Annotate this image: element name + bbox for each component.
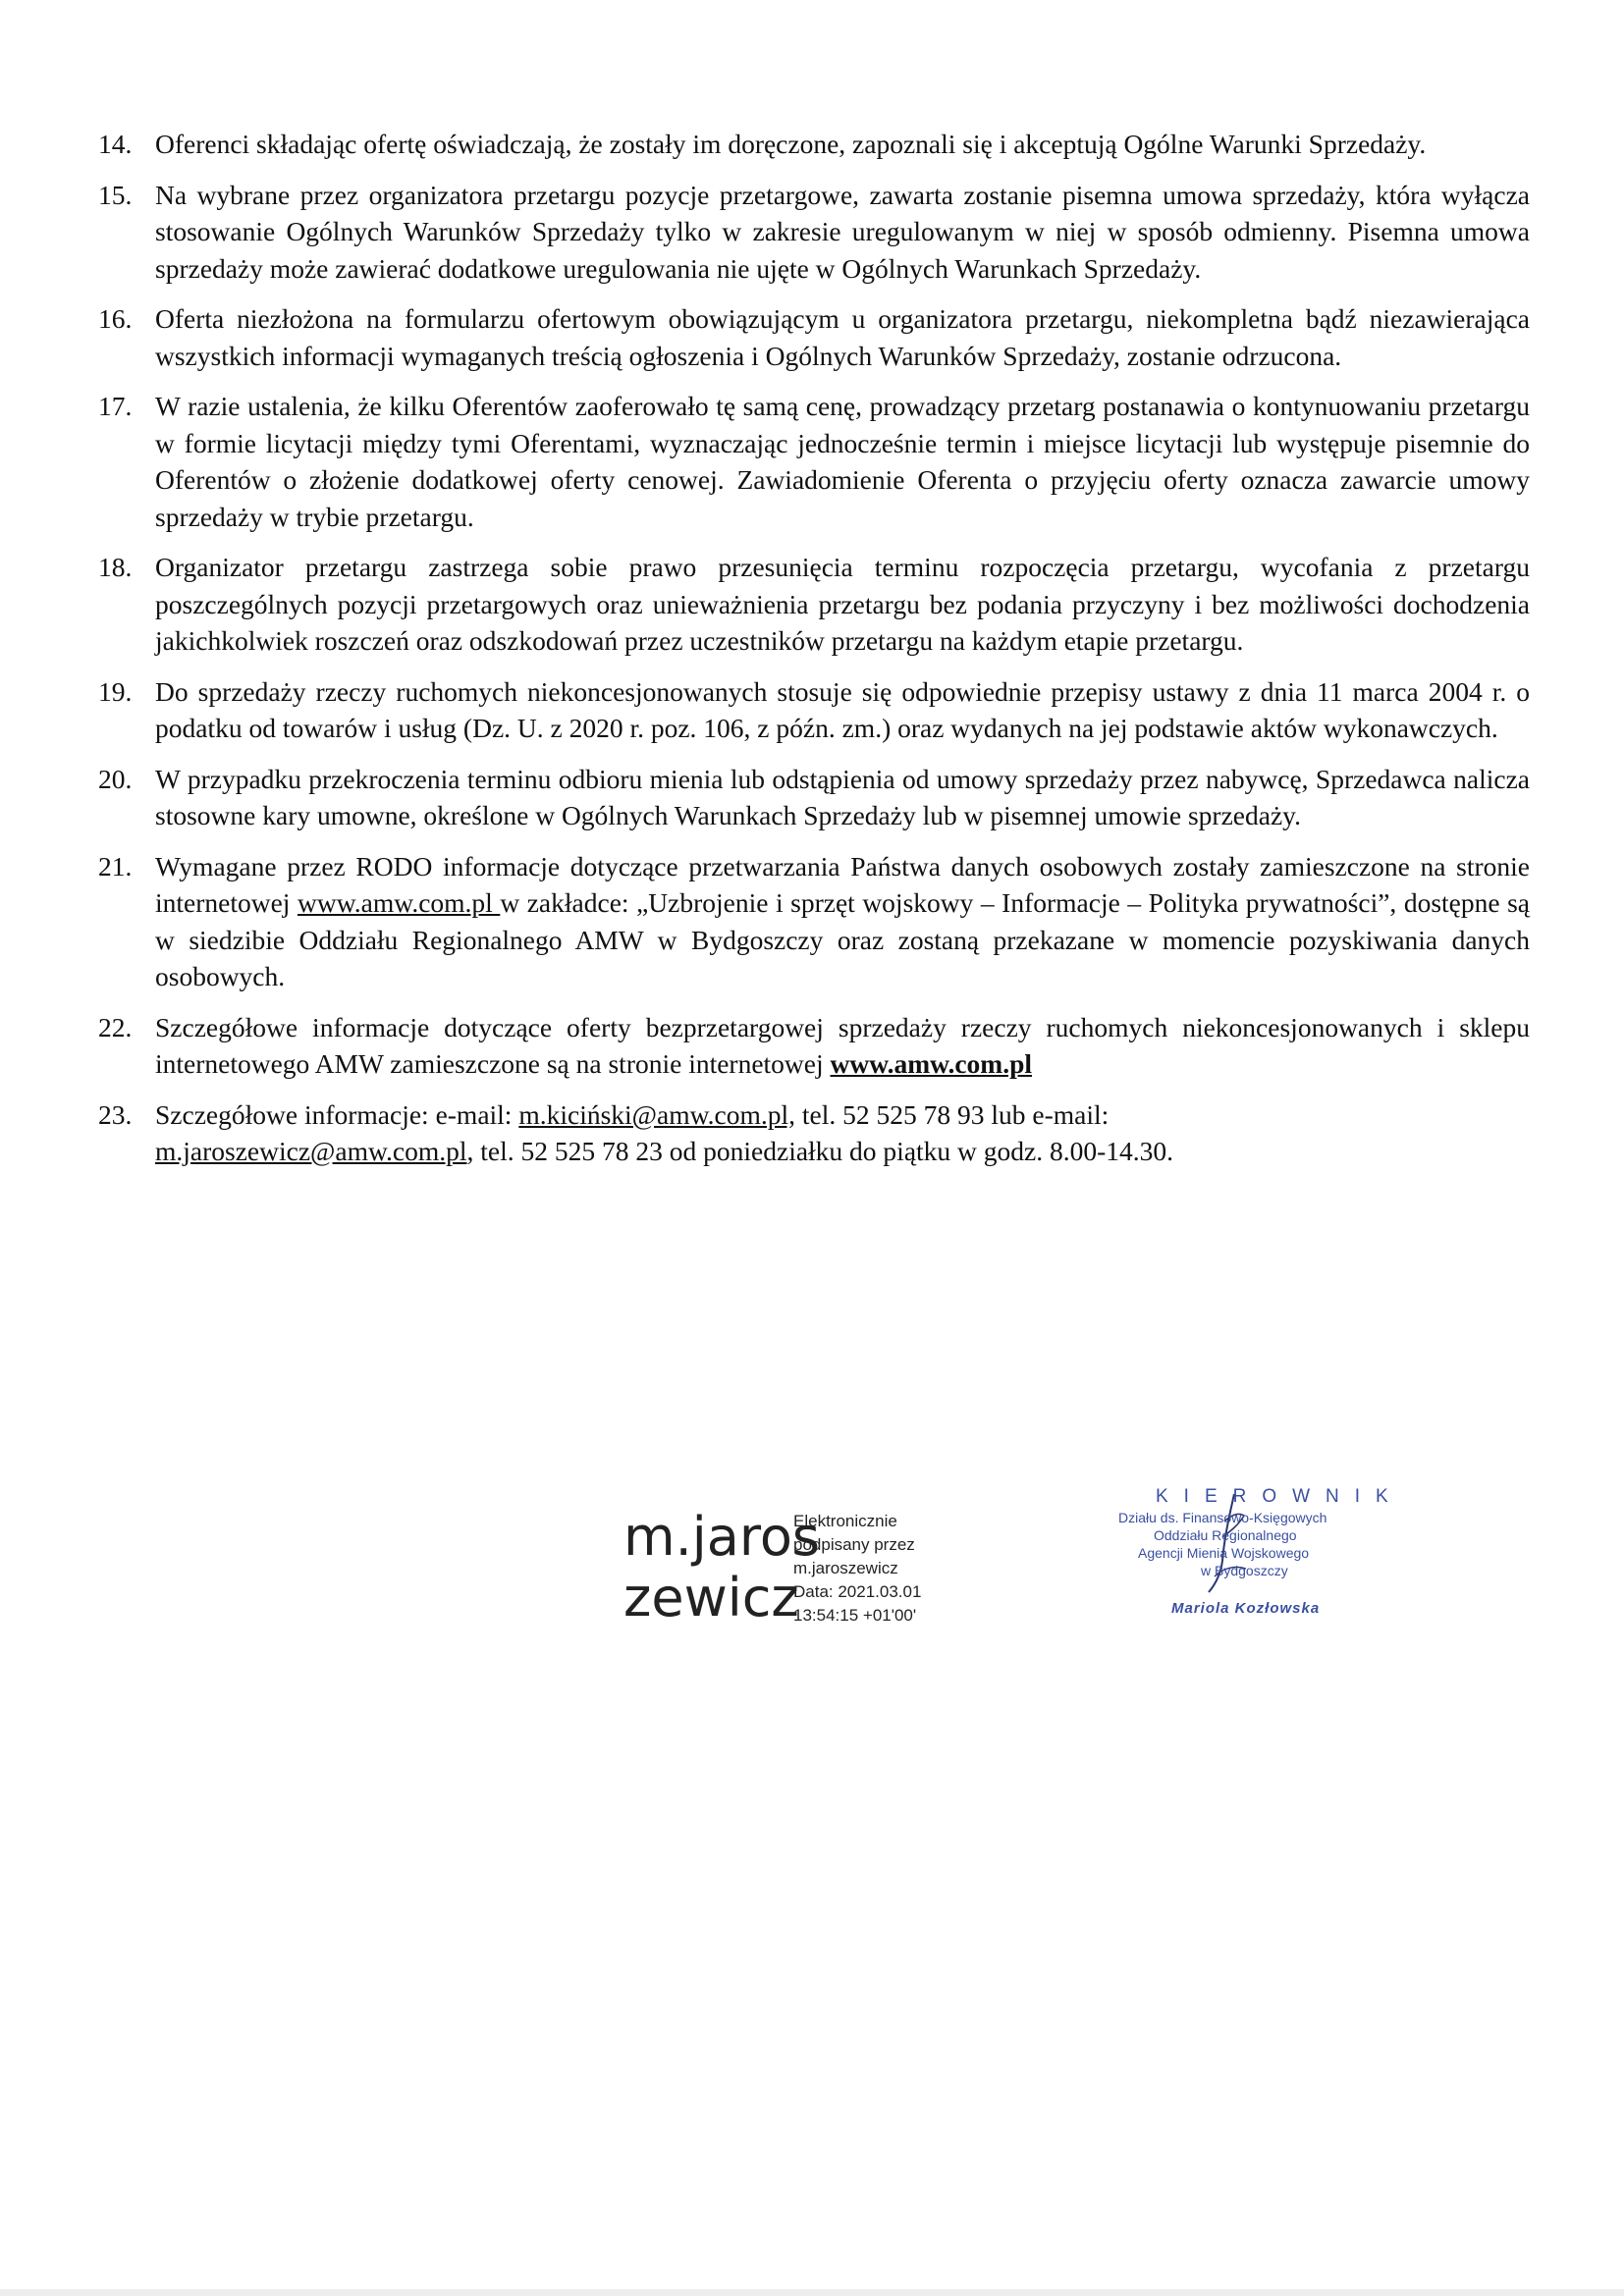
list-item-22 — [98, 1009, 1530, 1083]
scan-border — [0, 2289, 1624, 2296]
item-text: Organizator przetargu zastrzega sobie prawo przesunięcia terminu rozpoczęcia przetargu, wycofania z przetargu poszczególnych pozycji przetargowych oraz unieważnienia przetargu bez podania przyczyny i bez możliwości dochodzenia jakichkolwiek roszczeń oraz odszkodowań przez uczestników przetargu na każdym etapie przetargu. — [155, 552, 1530, 656]
electronic-signature-name — [623, 1506, 821, 1629]
item-text: W razie ustalenia, że kilku Oferentów zaoferowało tę samą cenę, prowadzący przetarg postanawia o kontynuowaniu przetargu w formie licytacji między tymi Oferentami, wyznaczając jednocześnie termin i miejsce licytacji lub występuje pisemnie do Oferentów o złożenie dodatkowej oferty cenowej. Zawiadomienie Oferenta o przyjęciu oferty oznacza zawarcie umowy sprzedaży w trybie przetargu. — [155, 391, 1530, 532]
list-item-19 — [98, 673, 1530, 747]
signature-name-line: m.jaros — [623, 1506, 821, 1568]
item-number: 19. — [98, 675, 133, 707]
list-item-20 — [98, 761, 1530, 834]
numbered-list — [98, 126, 1530, 1184]
item-text-part: Wymagane przez RODO informacje dotyczące przetwarzania Państwa danych osobowych zostały zamieszczone na stronie internetowej — [155, 850, 1530, 918]
list-item-17 — [98, 388, 1530, 535]
stamp-line: Działu ds. Finansowo-Księgowych — [1118, 1510, 1327, 1525]
item-number: 14. — [98, 129, 133, 159]
item-text: Oferta niezłożona na formularzu ofertowym obowiązującym u organizatora przetargu, niekompletna bądź niezawierająca wszystkich informacji wymaganych treścią ogłoszenia i Ogólnych Warunków Sprzedaży, zostanie odrzucona. — [155, 303, 1530, 371]
item-text-part: Szczegółowe informacje dotyczące oferty bezprzetargowej sprzedaży rzeczy ruchomych niekoncesjonowanych i sklepu internetowego AMW zamieszczone są na stronie internetowej — [155, 1011, 1530, 1079]
item-text: Na wybrane przez organizatora przetargu pozycje przetargowe, zawarta zostanie pisemna umowa sprzedaży, która wyłącza stosowanie Ogólnych Warunków Sprzedaży tylko w zakresie uregulowanym w niej w sposób odmienny. Pisemna umowa sprzedaży może zawierać dodatkowe uregulowania nie ujęte w Ogólnych Warunkach Sprzedaży. — [155, 179, 1530, 284]
signature-info-line: m.jaroszewicz — [793, 1559, 898, 1577]
item-text-part: tel. 52 525 78 93 lub e-mail: — [795, 1098, 1110, 1130]
item-number: 17. — [98, 391, 133, 421]
item-text-part: , tel. 52 525 78 23 od poniedziałku do piątku w godz. 8.00-14.30. — [466, 1136, 1174, 1166]
list-item-14 — [98, 126, 1530, 163]
stamp-line: Agencji Mienia Wojskowego — [1138, 1545, 1310, 1561]
stamp-line: w Bydgoszczy — [1201, 1563, 1288, 1578]
stamp-line: Oddziału Regionalnego — [1154, 1527, 1297, 1543]
item-number: 21. — [98, 850, 133, 881]
website-link[interactable]: www.amw.com.pl — [297, 887, 501, 918]
item-text: W przypadku przekroczenia terminu odbioru mienia lub odstąpienia od umowy sprzedaży przez nabywcę, Sprzedawca nalicza stosowne kary umowne, określone w Ogólnych Warunkach Sprzedaży lub w pisemnej umowie sprzedaży. — [155, 763, 1530, 830]
item-text: Do sprzedaży rzeczy ruchomych niekoncesjonowanych stosuje się odpowiednie przepisy ustawy z dnia 11 marca 2004 r. o podatku od towarów i usług (Dz. U. z 2020 r. poz. 106, z późn. zm.) oraz wydanych na jej podstawie aktów wykonawczych. — [155, 675, 1530, 743]
item-text: Oferenci składając ofertę oświadczają, że zostały im doręczone, zapoznali się i akceptują Ogólne Warunki Sprzedaży. — [155, 129, 1427, 159]
official-stamp — [1114, 1482, 1404, 1649]
website-link[interactable]: www.amw.com.pl — [830, 1048, 1033, 1079]
email-link[interactable]: m.jaroszewicz@amw.com.pl — [155, 1136, 467, 1166]
signature-info-line: 13:54:15 +01'00' — [793, 1606, 917, 1625]
item-text-part: w zakładce: „Uzbrojenie i sprzęt wojskowy – Informacje – Polityka prywatności”, dostępne są w siedzibie Oddziału Regionalnego AMW w Bydgoszczy oraz zostaną przekazane w momencie pozyskiwania danych osobowych. — [155, 887, 1531, 991]
signature-name-line: zewicz — [623, 1567, 799, 1629]
list-item-23 — [98, 1096, 1530, 1170]
list-item-15 — [98, 177, 1530, 288]
list-item-21 — [98, 848, 1530, 995]
email-link[interactable]: m.kiciński@amw.com.pl, — [518, 1098, 796, 1130]
list-item-16 — [98, 300, 1530, 374]
item-number: 16. — [98, 303, 133, 334]
item-text-part: Szczegółowe informacje: e-mail: — [155, 1098, 519, 1130]
item-text — [155, 1009, 1530, 1083]
item-number: 15. — [98, 179, 133, 210]
signature-info-line: podpisany przez — [793, 1535, 915, 1554]
stamp-title: KIEROWNIK — [1156, 1486, 1404, 1507]
signature-info-line: Elektronicznie — [793, 1512, 897, 1530]
signature-info-line: Data: 2021.03.01 — [793, 1582, 922, 1601]
item-text — [155, 848, 1530, 995]
stamp-signature-name: Mariola Kozłowska — [1171, 1600, 1321, 1617]
item-number: 23. — [98, 1098, 133, 1130]
item-number: 20. — [98, 763, 133, 794]
item-number: 22. — [98, 1011, 133, 1042]
list-item-18 — [98, 549, 1530, 660]
item-number: 18. — [98, 552, 133, 582]
item-text — [155, 1096, 1530, 1170]
electronic-signature-info — [793, 1510, 990, 1628]
